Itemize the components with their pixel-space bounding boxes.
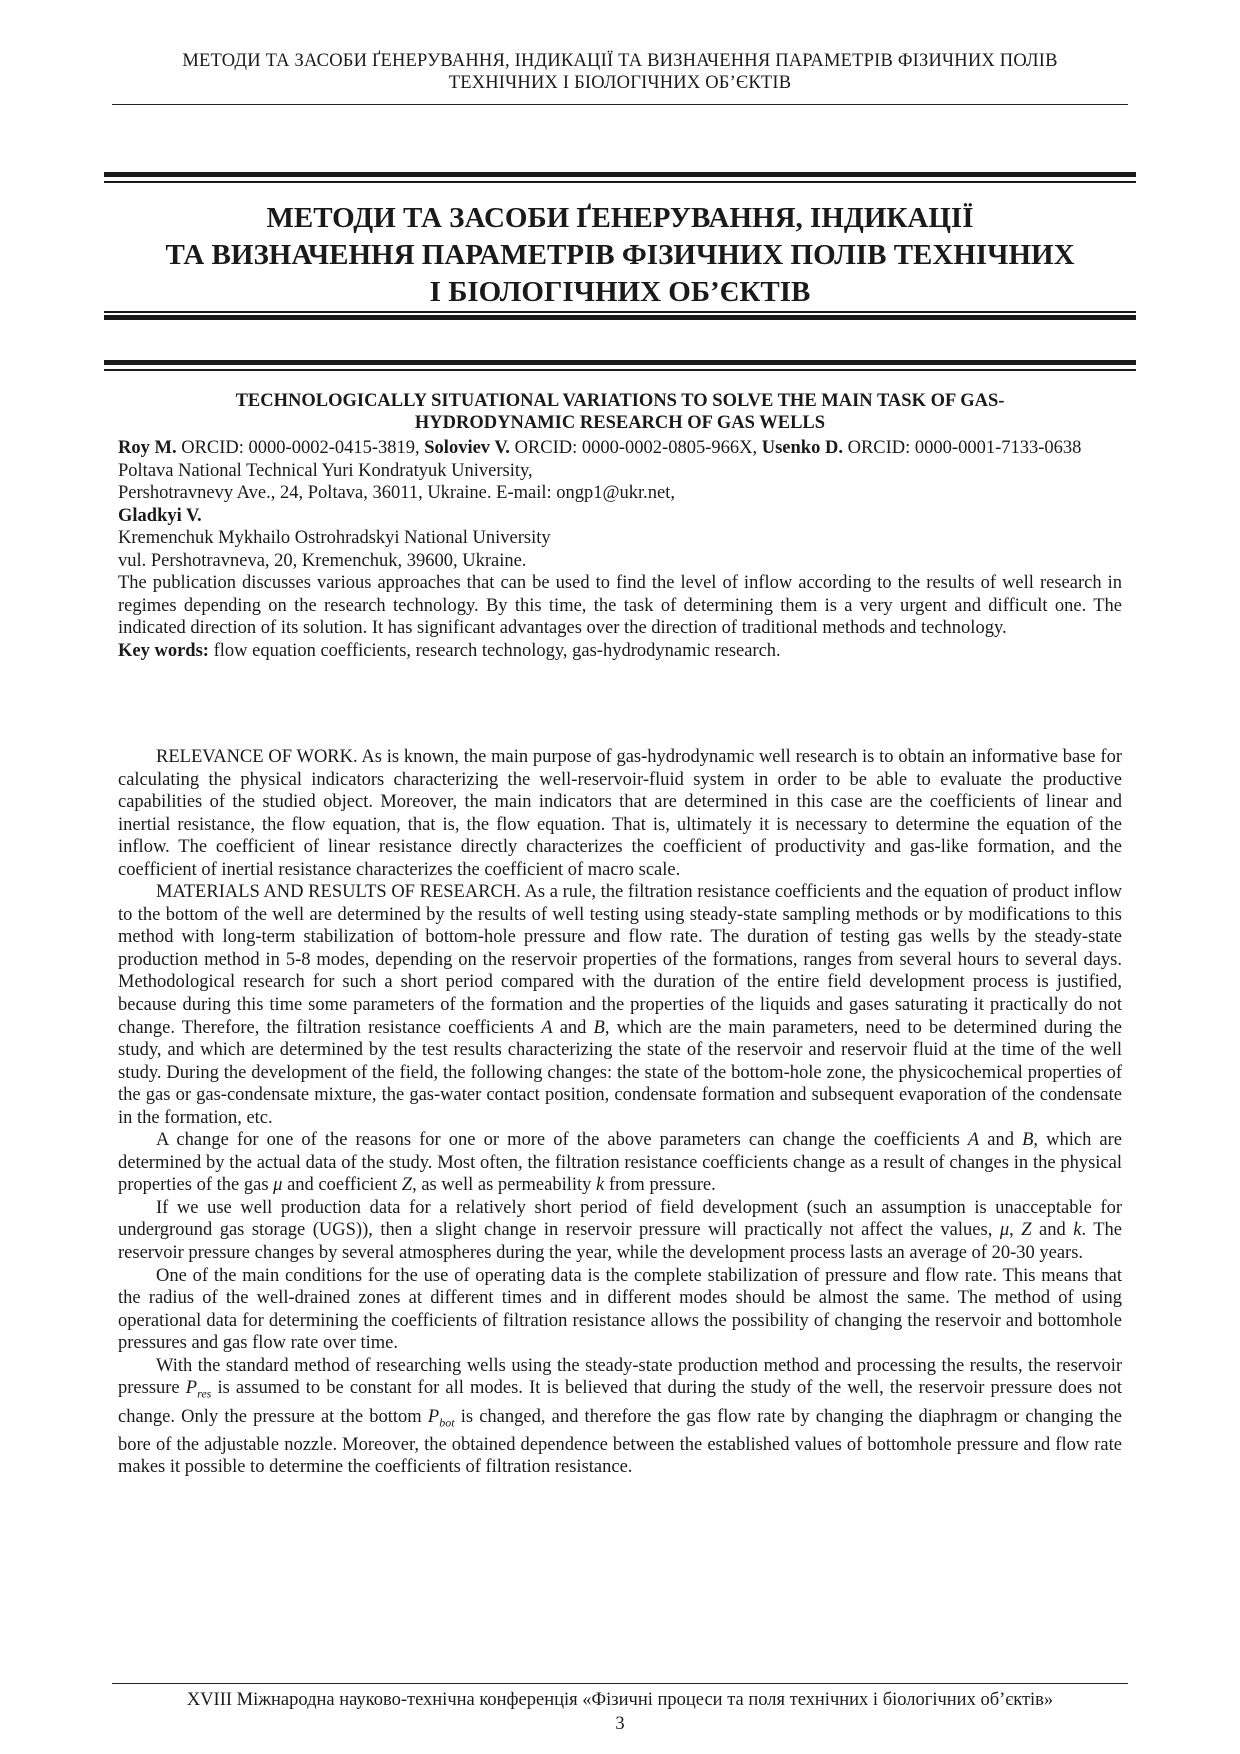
affiliation2-line1: Kremenchuk Mykhailo Ostrohradskyi National University <box>118 528 551 548</box>
paper-title-line2: HYDRODYNAMIC RESEARCH OF GAS WELLS <box>414 413 826 433</box>
section-title-line1: МЕТОДИ ТА ЗАСОБИ ҐЕНЕРУВАННЯ, ІНДИКАЦІЇ <box>266 202 974 234</box>
orcid-roy: ORCID: 0000-0002-0415-3819, <box>181 438 420 458</box>
author-gladkyi: Gladkyi V. <box>118 505 202 526</box>
section-title <box>104 200 1136 311</box>
section-title-line3: І БІОЛОГІЧНИХ ОБ’ЄКТІВ <box>429 276 811 308</box>
running-header-line2: ТЕХНІЧНИХ І БІОЛОГІЧНИХ ОБ’ЄКТІВ <box>448 73 792 93</box>
paragraph-change: A change for one of the reasons for one or more of the above parameters can change the coefficients A and B, which are determined by the actual data of the study. Most often, the filtration resistance coefficients change as a result of changes in the physical properties of the gas μ and coefficient Z, as well as permeability k from pressure. <box>118 1130 1122 1196</box>
paragraph-materials: MATERIALS AND RESULTS OF RESEARCH. As a rule, the filtration resistance coefficients and the equation of product inflow to the bottom of the well are determined by the results of well testing using steady-state sampling methods or by modifications to this method with long-term stabilization of bottom-hole pressure and flow rate. The duration of testing gas wells by the steady-state production method in 5-8 modes, depending on the reservoir properties of the formations, ranges from several hours to several days. Methodological research for such a short period compared with the duration of the entire field development process is justified, because during this time some parameters of the formation and the properties of the liquids and gases saturating it practically do not change. Therefore, the filtration resistance coefficients A and B, which are the main parameters, need to be determined during the study, and which are determined by the test results characterizing the state of the reservoir and reservoir fluid at the time of the well study. During the development of the field, the following changes: the state of the bottom-hole zone, the physicochemical properties of the gas or gas-condensate mixture, the gas-water contact position, condensate formation and subsequent evaporation of the condensate in the formation, etc. <box>118 882 1123 1128</box>
symbol-p-bot: $P_{bot}$ <box>427 1406 455 1430</box>
keywords-text: flow equation coefficients, research technology, gas-hydrodynamic research. <box>208 640 781 661</box>
orcid-soloviev: ORCID: 0000-0002-0805-966X, <box>514 438 758 458</box>
footer-divider <box>112 1683 1128 1684</box>
paragraph-conditions: One of the main conditions for the use of operating data is the complete stabilization of pressure and flow rate. This means that the radius of the well-drained zones at different times and in different modes should be almost the same. The method of using operational data for determining the coefficients of filtration resistance allows the possibility of changing the reservoir and bottomhole pressures and gas flow rate over time. <box>118 1265 1122 1354</box>
affiliation2-line2: vul. Pershotravneva, 20, Kremenchuk, 39600, Ukraine. <box>118 550 527 571</box>
abstract: The publication discusses various approaches that can be used to find the level of inflow according to the results of well research in regimes depending on the research technology. By this time, the task of determining them is a very urgent and difficult one. The indicated direction of its solution. It has significant advantages over the direction of traditional methods and technology. <box>118 573 1122 638</box>
footer-conference: XVIII Міжнародна науково-технічна конференція «Фізичні процеси та поля технічних і біологічних об’єктів» <box>186 1690 1054 1710</box>
paragraph-standard-method: With the standard method of researching wells using the steady-state production method and processing the results, the reservoir pressure $P_{res}$ is assumed to be constant for all modes. It is believed that during the study of the well, the reservoir pressure does not change. Only the pressure at the bottom $P_{bot}$ is changed, and therefore the gas flow rate by changing the diaphragm or changing the bore of the adjustable nozzle. Moreover, the obtained dependence between the established values of bottomhole pressure and flow rate makes it possible to determine the coefficients of filtration resistance. <box>118 1355 1123 1478</box>
authors-line <box>118 437 1122 460</box>
section-separator-thick-rule <box>104 360 1136 365</box>
page-footer <box>112 1688 1128 1736</box>
section-bottom-thin-rule <box>104 311 1136 313</box>
paper-title-line1: TECHNOLOGICALLY SITUATIONAL VARIATIONS TO SOLVE THE MAIN TASK OF GAS- <box>235 391 1005 411</box>
keywords-label: Key words: <box>118 640 209 661</box>
front-matter <box>118 437 1122 662</box>
section-separator-thin-rule <box>104 369 1136 371</box>
author-roy: Roy M. <box>118 438 177 458</box>
affiliation1-line1: Poltava National Technical Yuri Kondratyuk University, <box>118 460 533 481</box>
paper-title <box>118 390 1122 434</box>
header-divider <box>112 104 1128 105</box>
affiliation1-line2: Pershotravnevy Ave., 24, Poltava, 36011, Ukraine. E-mail: ongp1@ukr.net, <box>118 483 676 503</box>
section-top-thin-rule <box>104 181 1136 183</box>
paragraph-relevance: RELEVANCE OF WORK. As is known, the main purpose of gas-hydrodynamic well research is to obtain an informative base for calculating the physical indicators characterizing the well-reservoir-fluid system in order to be able to evaluate the productive capabilities of the studied object. Moreover, the main indicators that are determined in this case are the coefficients of linear and inertial resistance, the flow equation, that is, the flow equation. That is, ultimately it is necessary to determine the equation of the inflow. The coefficient of linear resistance directly characterizes the coefficient of productivity and gas-like formation, and the coefficient of inertial resistance characterizes the coefficient of macro scale. <box>118 747 1122 880</box>
author-soloviev: Soloviev V. <box>424 438 510 458</box>
keywords <box>118 640 1122 663</box>
section-title-line2: ТА ВИЗНАЧЕННЯ ПАРАМЕТРІВ ФІЗИЧНИХ ПОЛІВ ТЕХНІЧНИХ <box>165 239 1075 271</box>
symbol-p-res: $P_{res}$ <box>185 1378 212 1401</box>
article-body <box>118 746 1122 1479</box>
section-bottom-thick-rule <box>104 315 1136 320</box>
running-header <box>112 50 1128 94</box>
section-top-thick-rule <box>104 172 1136 177</box>
page-number: 3 <box>615 1714 625 1734</box>
orcid-usenko: ORCID: 0000-0001-7133-0638 <box>847 438 1082 458</box>
author-usenko: Usenko D. <box>761 438 843 458</box>
running-header-line1: МЕТОДИ ТА ЗАСОБИ ҐЕНЕРУВАННЯ, ІНДИКАЦІЇ ТА ВИЗНАЧЕННЯ ПАРАМЕТРІВ ФІЗИЧНИХ ПОЛІВ <box>182 51 1058 71</box>
paragraph-production-data: If we use well production data for a relatively short period of field development (such an assumption is unacceptable for underground gas storage (UGS)), then a slight change in reservoir pressure will practically not affect the values, μ, Z and k. The reservoir pressure changes by several atmospheres during the year, while the development process lasts an average of 20-30 years. <box>118 1197 1122 1264</box>
